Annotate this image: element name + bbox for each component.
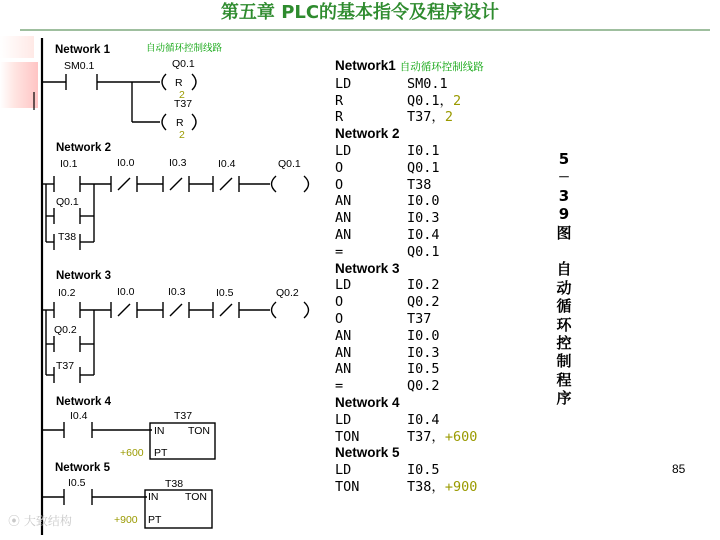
svg-text:T37: T37 xyxy=(174,410,193,422)
stl-instruction: TON T38，+900 xyxy=(335,478,478,495)
caption-char: 自 xyxy=(556,260,572,279)
svg-text:Q0.2: Q0.2 xyxy=(276,287,299,299)
caption-char: 9 xyxy=(558,205,570,224)
stl-instruction: O T38 xyxy=(335,176,432,193)
network-3 xyxy=(42,270,309,383)
stl-network5-header: Network 5 xyxy=(335,445,400,461)
slide-title: 第五章 PLC的基本指令及程序设计 xyxy=(220,2,500,23)
caption-char: 环 xyxy=(556,315,572,334)
svg-text:2: 2 xyxy=(179,129,185,141)
caption-char: 序 xyxy=(556,389,572,408)
svg-text:I0.5: I0.5 xyxy=(216,287,234,299)
network-3-label: Network 3 xyxy=(56,270,111,282)
network-4-label: Network 4 xyxy=(56,396,111,408)
contact-label: SM0.1 xyxy=(64,60,95,72)
stl-instruction: LD I0.5 xyxy=(335,462,440,479)
coil-right xyxy=(192,114,196,130)
svg-text:T38: T38 xyxy=(58,231,77,243)
svg-text:R: R xyxy=(176,117,184,129)
ladder-diagram xyxy=(0,30,330,540)
svg-text:R: R xyxy=(175,77,183,89)
svg-text:T38: T38 xyxy=(165,478,184,490)
caption-char: 循 xyxy=(556,297,572,316)
network-1-comment: 自动循环控制线路 xyxy=(146,43,223,54)
svg-text:I0.4: I0.4 xyxy=(70,410,88,422)
svg-text:+600: +600 xyxy=(120,447,144,459)
svg-text:I0.0: I0.0 xyxy=(117,157,135,169)
caption-char: 动 xyxy=(556,278,572,297)
network-1 xyxy=(42,42,223,141)
caption-char: 3 xyxy=(558,186,570,205)
coil-label: Q0.1 xyxy=(172,58,195,70)
stl-instruction: AN I0.4 xyxy=(335,226,440,243)
stl-instruction: AN I0.0 xyxy=(335,327,440,344)
figure-caption xyxy=(548,150,580,408)
caption-char xyxy=(548,242,580,260)
stl-instruction: O T37 xyxy=(335,310,432,327)
coil-right xyxy=(304,302,309,318)
svg-text:I0.1: I0.1 xyxy=(60,158,78,170)
network-2 xyxy=(42,142,309,250)
svg-text:I0.5: I0.5 xyxy=(68,477,86,489)
coil-label: T37 xyxy=(174,98,193,110)
caption-char: 图 xyxy=(556,223,572,242)
svg-text:PT: PT xyxy=(148,514,162,526)
svg-text:IN: IN xyxy=(154,425,165,437)
svg-text:TON: TON xyxy=(188,425,210,437)
coil-left xyxy=(272,176,277,192)
stl-instruction: LD I0.2 xyxy=(335,277,440,294)
stl-comment: 自动循环控制线路 xyxy=(399,61,484,73)
coil-right xyxy=(304,176,309,192)
coil-left xyxy=(162,114,166,130)
stl-instruction: AN I0.3 xyxy=(335,210,440,227)
stl-instruction: = Q0.1 xyxy=(335,243,440,260)
stl-network4-header: Network 4 xyxy=(335,394,400,410)
svg-text:IN: IN xyxy=(148,491,159,503)
caption-char: 5 xyxy=(558,150,570,168)
svg-text:TON: TON xyxy=(185,491,207,503)
svg-text:I0.3: I0.3 xyxy=(169,157,187,169)
stl-instruction: AN I0.5 xyxy=(335,361,440,378)
stl-instruction: LD I0.4 xyxy=(335,411,440,428)
stl-instruction: O Q0.2 xyxy=(335,294,440,311)
svg-text:+900: +900 xyxy=(114,514,138,526)
stl-instruction: R Q0.1，2 xyxy=(335,92,462,109)
stl-instruction: LD SM0.1 xyxy=(335,75,448,92)
svg-text:I0.4: I0.4 xyxy=(218,158,236,170)
svg-text:PT: PT xyxy=(154,447,168,459)
stl-instruction: O Q0.1 xyxy=(335,159,440,176)
svg-text:T37: T37 xyxy=(56,360,75,372)
svg-text:Q0.1: Q0.1 xyxy=(56,196,79,208)
stl-network3-header: Network 3 xyxy=(335,260,400,276)
network-2-label: Network 2 xyxy=(56,142,111,154)
network-5-label: Network 5 xyxy=(55,462,110,474)
stl-network2-header: Network 2 xyxy=(335,126,400,142)
network-1-label: Network 1 xyxy=(55,44,110,56)
stl-instruction: R T37，2 xyxy=(335,109,454,126)
caption-char: 控 xyxy=(556,334,572,353)
statement-list xyxy=(335,58,545,496)
svg-text:I0.0: I0.0 xyxy=(117,286,135,298)
svg-text:I0.2: I0.2 xyxy=(58,287,76,299)
svg-text:Q0.1: Q0.1 xyxy=(278,158,301,170)
watermark-logo: ⦿ 大致结构 xyxy=(8,514,72,528)
caption-char: 制 xyxy=(556,352,572,371)
stl-instruction: AN I0.0 xyxy=(335,193,440,210)
caption-char: － xyxy=(557,170,570,185)
stl-instruction: AN I0.3 xyxy=(335,344,440,361)
page-number: 85 xyxy=(672,462,686,476)
coil-left xyxy=(162,74,166,90)
svg-text:I0.3: I0.3 xyxy=(168,286,186,298)
network-4 xyxy=(42,396,215,459)
coil-right xyxy=(192,74,196,90)
stl-instruction: LD I0.1 xyxy=(335,142,440,159)
stl-instruction: = Q0.2 xyxy=(335,378,440,395)
svg-text:2: 2 xyxy=(179,89,185,101)
svg-text:Q0.2: Q0.2 xyxy=(54,324,77,336)
stl-network1-header: Network1 自动循环控制线路 xyxy=(335,58,484,73)
caption-char: 程 xyxy=(556,370,572,389)
coil-left xyxy=(272,302,277,318)
stl-instruction: TON T37，+600 xyxy=(335,428,478,445)
